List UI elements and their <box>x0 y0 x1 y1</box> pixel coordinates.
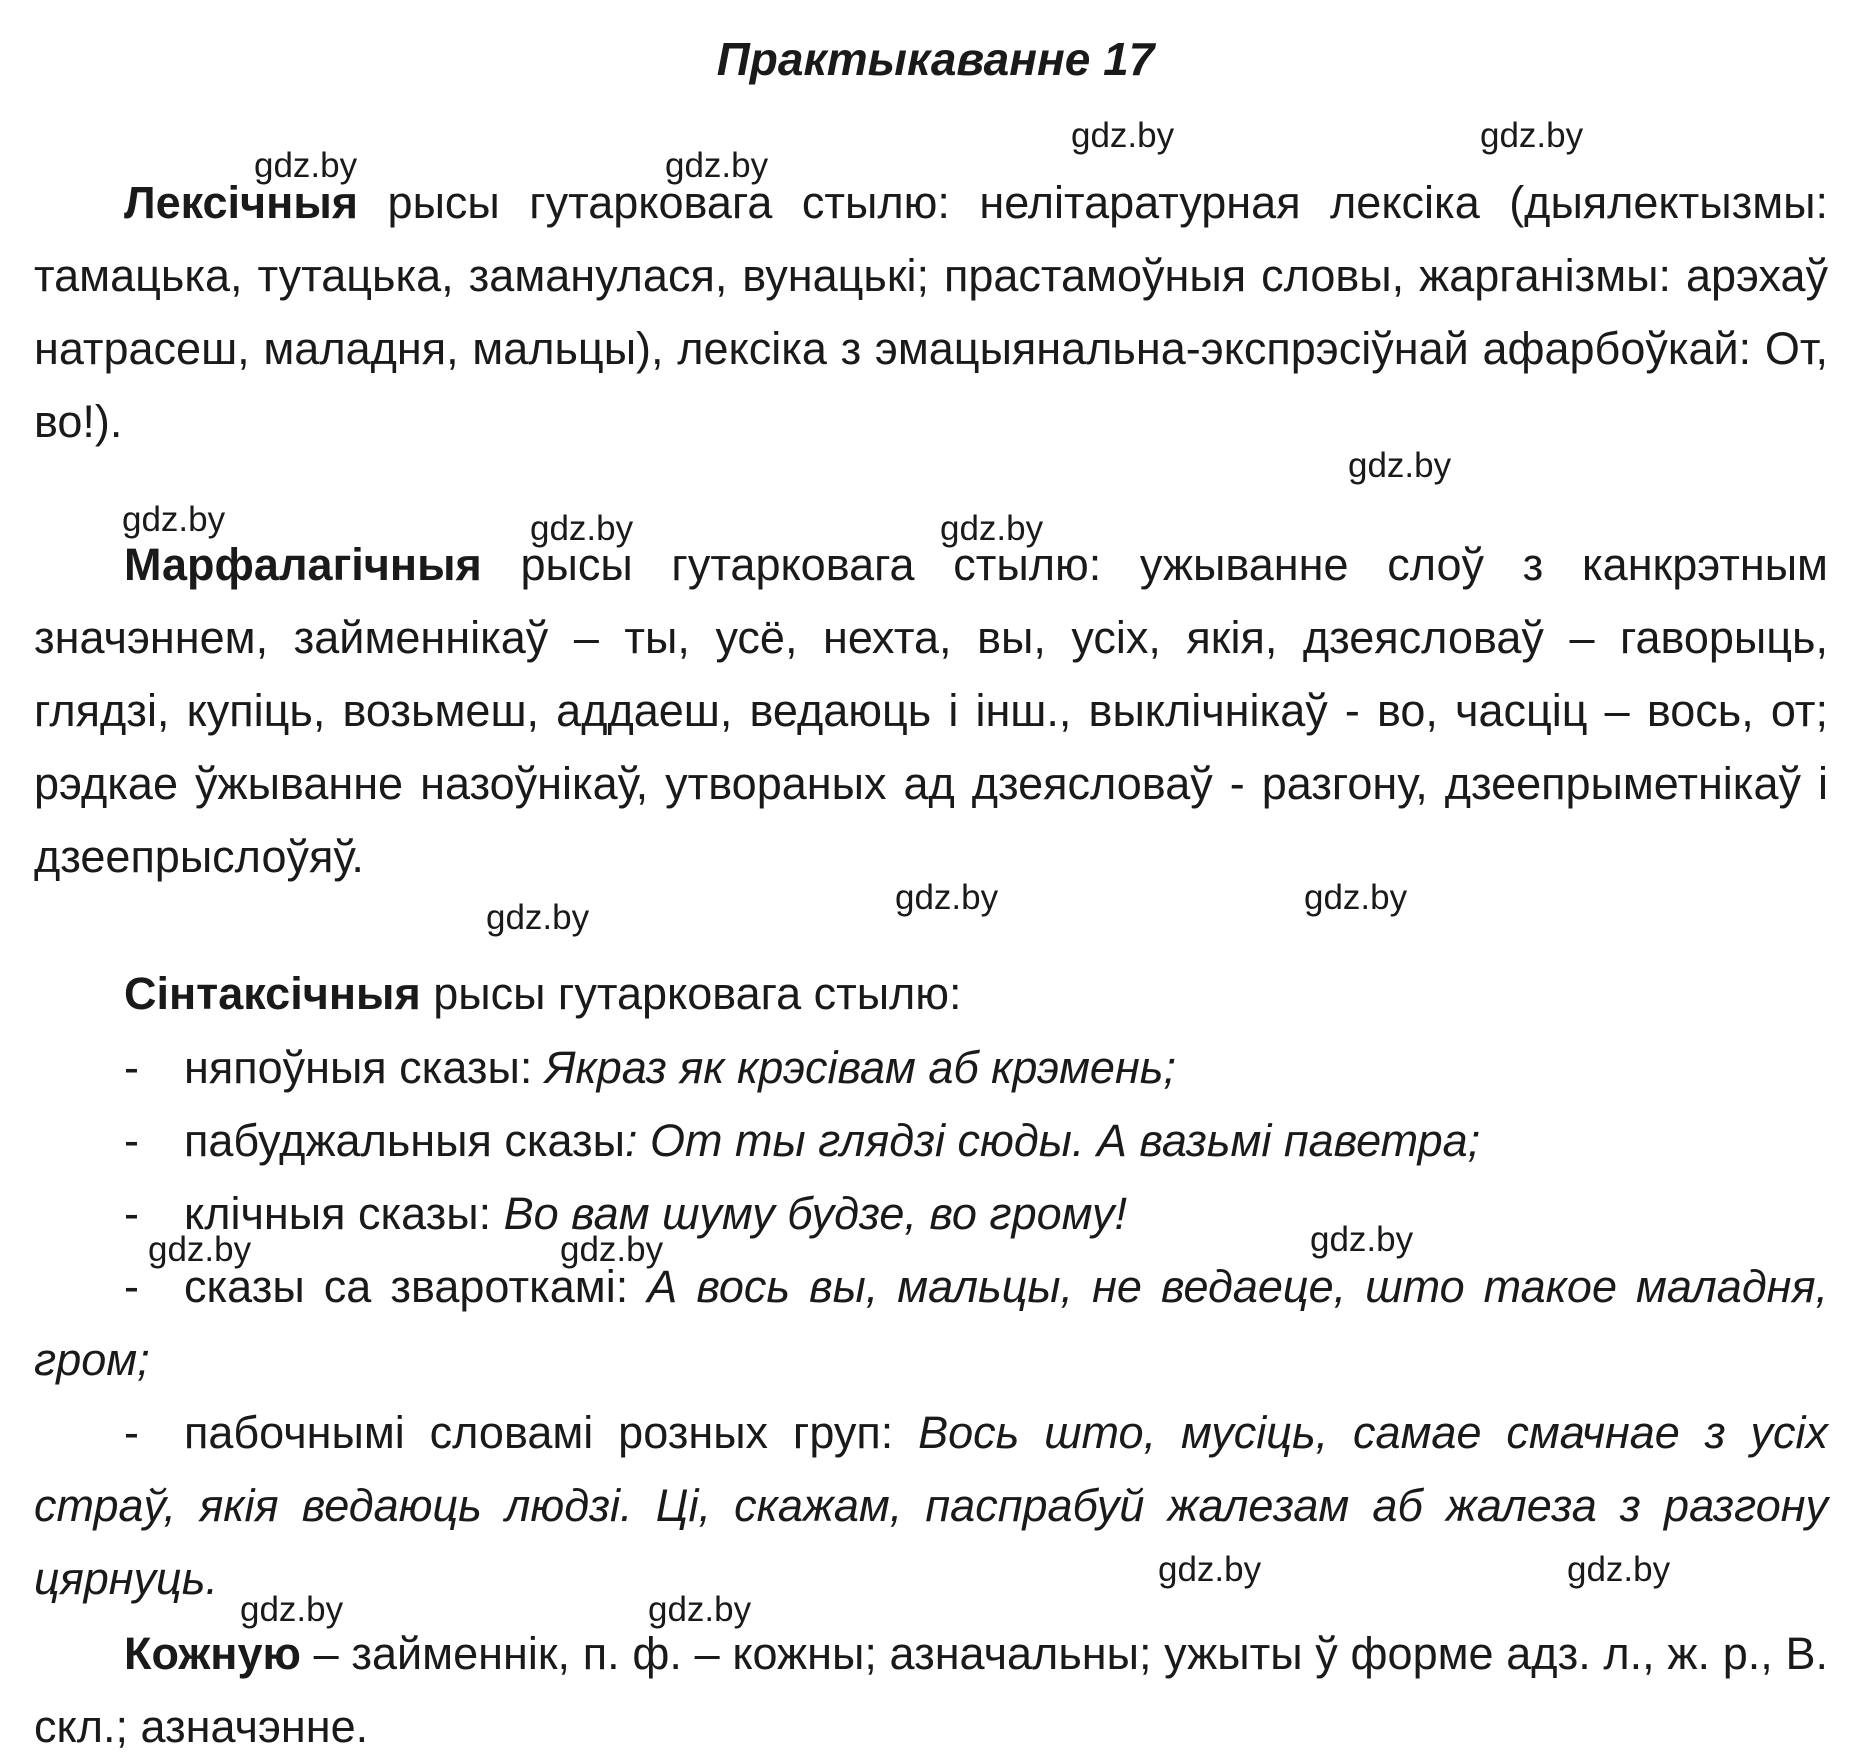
watermark: gdz.by <box>1310 1220 1414 1259</box>
list-dash: - <box>124 1042 139 1093</box>
morphological-text: рысы гутарковага стылю: ужыванне слоў з канкрэтным значэннем, займеннікаў – ты, усё, нехта, вы, усіх, якія, дзеясловаў – гаворыць, глядзі, купіць, возьмеш, аддаеш, ведаюць і інш., выклічнікаў - во, часціц – вось, от; рэдкае ўжыванне назоўнікаў, утвораных ад дзеясловаў - разгону, дзеепрыметнікаў і дзеепрыслоўяў. <box>34 539 1828 882</box>
list-item-label: пабуджальныя сказы <box>184 1115 626 1166</box>
list-item <box>34 1396 1828 1615</box>
watermark: gdz.by <box>1480 116 1584 155</box>
watermark: gdz.by <box>1567 1550 1671 1589</box>
watermark: gdz.by <box>665 146 769 185</box>
list-item-example: Вось што, мусіць, самае смачнае з усіх страў, якія ведаюць людзі. Ці, скажам, паспрабуй жалезам аб жалеза з разгону цярнуць. <box>34 1407 1828 1604</box>
morphological-paragraph <box>34 528 1828 893</box>
lexical-term: Лексічныя <box>124 177 359 228</box>
lexical-paragraph <box>34 166 1828 458</box>
watermark: gdz.by <box>1348 446 1452 485</box>
word-analysis-paragraph <box>34 1617 1828 1763</box>
list-item <box>34 1104 1828 1177</box>
list-dash: - <box>124 1115 139 1166</box>
watermark: gdz.by <box>1304 878 1408 917</box>
watermark: gdz.by <box>1158 1550 1262 1589</box>
list-item <box>34 1031 1828 1104</box>
page-title: Практыкаванне 17 <box>716 33 1155 85</box>
list-dash: - <box>124 1407 139 1458</box>
analysed-word: Кожную <box>124 1628 301 1679</box>
watermark: gdz.by <box>895 878 999 917</box>
watermark: gdz.by <box>648 1590 752 1629</box>
list-item-example: Во вам шуму будзе, во грому! <box>503 1188 1128 1239</box>
analysis-text: – займеннік, п. ф. – кожны; азначальны; ужыты ў форме адз. л., ж. р., В. скл.; азначэнне. <box>34 1628 1828 1752</box>
list-item-example: : От ты глядзі сюды. А вазьмі паветра; <box>625 1115 1481 1166</box>
lexical-text: рысы гутарковага стылю: нелітаратурная лексіка (дыялектызмы: тамацька, тутацька, заманулася, вунацькі; прастамоўныя словы, жарганізмы: арэхаў натрасеш, маладня, мальцы), лексіка з эмацыянальна-экспрэсіўнай афарбоўкай: От, во!). <box>34 177 1828 447</box>
list-item <box>34 1177 1828 1250</box>
list-item-label: сказы са звароткамі: <box>184 1261 648 1312</box>
list-item-example: Якраз як крэсівам аб крэмень; <box>544 1042 1176 1093</box>
list-dash: - <box>124 1188 139 1239</box>
list-item-example: А вось вы, мальцы, не ведаеце, што такое маладня, гром; <box>34 1261 1828 1385</box>
watermark: gdz.by <box>486 898 590 937</box>
watermark: gdz.by <box>254 146 358 185</box>
watermark: gdz.by <box>240 1590 344 1629</box>
watermark: gdz.by <box>530 509 634 548</box>
watermark: gdz.by <box>940 509 1044 548</box>
list-item-label: клічныя сказы: <box>184 1188 504 1239</box>
syntactic-heading <box>124 958 962 1030</box>
list-dash: - <box>124 1261 139 1312</box>
syntactic-text: рысы гутарковага стылю: <box>420 968 962 1019</box>
morphological-term: Марфалагічныя <box>124 539 482 590</box>
list-item-label: няпоўныя сказы: <box>184 1042 545 1093</box>
watermark: gdz.by <box>1071 116 1175 155</box>
watermark: gdz.by <box>148 1230 252 1269</box>
list-item <box>34 1250 1828 1396</box>
syntactic-term: Сінтаксічныя <box>124 968 421 1019</box>
watermark: gdz.by <box>122 500 226 539</box>
watermark: gdz.by <box>560 1230 664 1269</box>
list-item-label: пабочнымі словамі розных груп: <box>184 1407 919 1458</box>
